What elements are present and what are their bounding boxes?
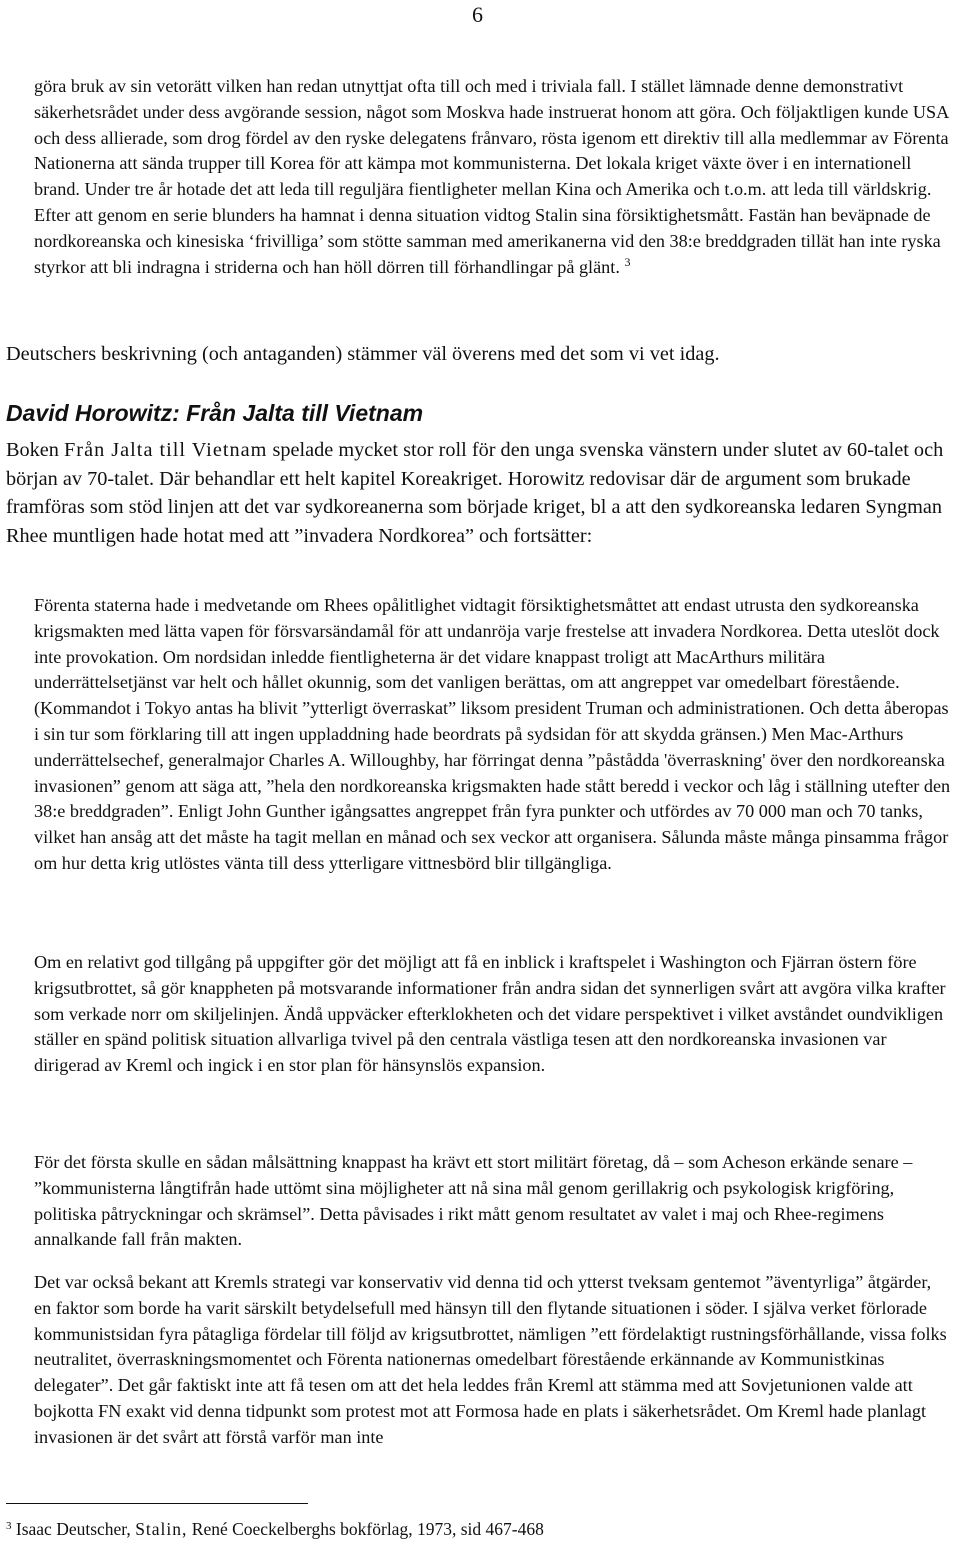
book-title: Från Jalta till Vietnam [64,439,268,461]
horowitz-quote-paragraph-2: Om en relativt god tillgång på uppgifter gör det möjligt att få en inblick i kraftspelet i Washington och Fjärran östern före krigsutbrottet, så gör knappheten på motsvarande informationer från andra sidan det synnerligen svårt att avgöra vilka krafter som verkade norr om skiljelinjen. Ändå uppväcker efterklokheten och det vidare perspektivet i vilket avståndet oundvikligen ställer en spänd politisk situation allvarliga tvivel på den centrala västliga tesen att den nordkoreanska invasionen var dirigerad av Kreml och ingick i en stor plan för hänsynslös expansion. [34,952,946,1076]
footnote-author: Isaac Deutscher, [15,1519,131,1539]
deutscher-quote [34,74,952,280]
horowitz-quote-paragraph-1: Förenta staterna hade i medvetande om Rhees opålitlighet vidtagit försiktighetsmåttet att endast utrusta den sydkoreanska krigsmakten med lätta vapen för försvarsändamål för att undanröja varje frestelse att invadera Nordkorea. Detta uteslöt dock inte provokation. Om nordsidan inledde fientligheterna är det vidare knappast troligt att MacArthurs militära underrättelsetjänst var helt och hållet okunnig, som det vanligen berättas, om att angreppet var omedelbart förestående. (Kommandot i Tokyo antas ha blivit ”ytterligt överraskat” liksom president Truman och administrationen. Och detta åberopas i sin tur som förklaring till att ingen uppladdning hade beordrats på sydsidan för att skydda gränsen.) Men Mac-Arthurs underrättelsechef, generalmajor Charles A. Willoughby, har förringat denna ”påstådda 'överraskning' över den nordkoreanska invasionen” genom att säga att, ”hela den nordkoreanska krigsmakten hade stått beredd i veckor och låg i ställning utefter den 38:e breddgraden”. Enligt John Gunther igångsattes angreppet från fyra punkter och utfördes av 70 000 man och 70 tanks, vilket han ansåg att det måste ha tagit mellan en månad och sex veckor att organisera. Sålunda måste många pinsamma frågor om hur detta krig utlöstes vänta till dess ytterligare vittnesbörd blir tillgängliga. [34,595,951,873]
book-intro-lead: Boken [6,439,59,461]
footnote-title: Stalin, [135,1519,188,1539]
deutscher-comment-paragraph: Deutschers beskrivning (och antaganden) stämmer väl överens med det som vi vet idag. [6,343,720,365]
section-heading: David Horowitz: Från Jalta till Vietnam [6,400,424,426]
deutscher-quote-text: göra bruk av sin vetorätt vilken han redan utnyttjat ofta till och med i triviala fall. I stället lämnade denne demonstrativt säkerhetsrådet under dess avgörande session, något som Moskva hade instruerat honom att göra. Och följaktligen kunde USA och dess allierade, som drog fördel av den ryske delegatens frånvaro, rösta igenom ett direktiv till alla medlemmar av Förenta Nationerna att sända trupper till Korea för att kämpa mot kommunisterna. Det lokala kriget växte över i en internationell brand. Under tre år hotade det att leda till reguljära fientligheter mellan Kina och Amerika och t.o.m. att leda till världskrig. Efter att genom en serie blunders ha hamnat i denna situation vidtog Stalin sina försiktighetsmått. Fastän han beväpnade de nordkoreanska och kinesiska ‘frivilliga’ som stötte samman med amerikanerna vid den 38:e breddgraden tillät han inte ryska styrkor att bli indragna i striderna och han höll dörren till förhandlingar på glänt. [34,76,949,277]
page-number: 6 [472,2,483,27]
horowitz-quote-paragraph-4: Det var också bekant att Kremls strategi var konservativ vid denna tid och ytterst tveksam gentemot ”äventyrliga” åtgärder, en faktor som borde ha varit särskilt betydelsefull med hänsyn till den flytande situationen i söder. I själva verket förlorade kommunistsidan fyra påtagliga fördelar till följd av krigsutbrottet, nämligen ”ett fördelaktigt rustningsförhållande, vissa folks neutralitet, överraskningsmomentet och Förenta nationernas omedelbart förestående erkännande av Kommunistkinas delegater”. Det går faktiskt inte att få tesen om att det hela leddes från Kreml att stämma med att Sovjetunionen valde att bojkotta FN exakt vid denna tidpunkt som protest mot att Formosa hade en plats i säkerhetsrådet. Om Kreml hade planlagt invasionen är det svårt att förstå varför man inte [34,1272,947,1447]
horowitz-quote-paragraph-3: För det första skulle en sådan målsättning knappast ha krävt ett stort militärt företag, då – som Acheson erkände senare – ”kommunisterna långtifrån hade uttömt sina möjligheter att nå sina mål genom gerillakrig och psykologisk krigföring, politiska påtryckningar och skrämsel”. Detta påvisades i rikt mått genom resultatet av valet i maj och Rhee-regimens annalkande fall från makten. [34,1152,913,1250]
book-intro-paragraph [6,436,952,550]
footnote-marker: 3 [6,1520,12,1532]
footnote-reference[interactable]: 3 [624,254,631,269]
footnote-publisher: René Coeckelberghs bokförlag, 1973, sid 467-468 [191,1519,544,1539]
book-intro-rest: spelade mycket stor roll för den unga svenska vänstern under slutet av 60-talet och början av 70-talet. Där behandlar ett helt kapitel Koreakriget. Horowitz redovisar där de argument som brukade framföras som stöd linjen att det var sydkoreanerna som började kriget, bl a att den sydkoreanska ledaren Syngman Rhee muntligen hade hotat med att ”invadera Nordkorea” och fortsätter: [6,439,944,547]
footnote [6,1518,946,1540]
footnote-divider [6,1503,308,1504]
